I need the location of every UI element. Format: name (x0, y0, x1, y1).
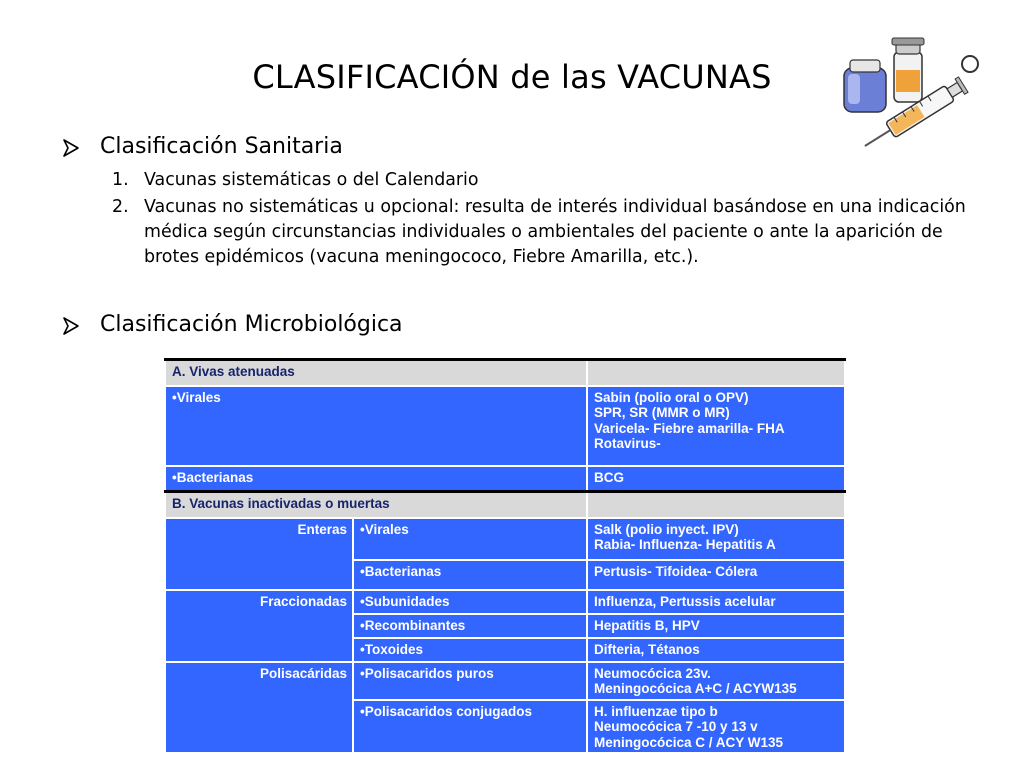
value-line: Meningocócica A+C / ACYW135 (594, 681, 797, 696)
row-values (587, 662, 845, 700)
slide-title: CLASIFICACIÓN de las VACUNAS (252, 58, 772, 96)
value-line: Difteria, Tétanos (594, 641, 700, 657)
value-line: H. influenzae tipo b (594, 703, 718, 719)
row-label: •Recombinantes (353, 614, 587, 638)
row-label: •Toxoides (353, 638, 587, 662)
row-values (587, 518, 845, 560)
value-line: Sabin (polio oral o OPV) (594, 389, 749, 405)
value-line: Neumocócica 23v. (594, 665, 711, 681)
list-item-text: Vacunas sistemáticas o del Calendario (144, 170, 479, 190)
row-values (587, 614, 845, 638)
value-line: Rotavirus- (594, 436, 661, 451)
vaccine-classification-table (164, 358, 846, 754)
bullet-heading: Clasificación Sanitaria (100, 134, 343, 159)
list-number: 1. (112, 170, 129, 190)
row-label: •Virales (353, 518, 587, 560)
row-values (587, 386, 845, 466)
section-header-b: B. Vacunas inactivadas o muertas (165, 492, 587, 518)
row-label: •Bacterianas (165, 466, 587, 492)
bullet-clasificacion-microbiologica (62, 312, 962, 342)
row-values (587, 590, 845, 614)
group-label: Enteras (165, 518, 353, 590)
list-item (108, 195, 978, 270)
section-header-b-empty (587, 492, 845, 518)
group-label: Fraccionadas (165, 590, 353, 662)
value-line: SPR, SR (MMR o MR) (594, 405, 730, 420)
row-label: •Polisacaridos puros (353, 662, 587, 700)
row-values (587, 466, 845, 492)
bullet-heading: Clasificación Microbiológica (100, 312, 403, 337)
group-label: Polisacáridas (165, 662, 353, 754)
value-line: Rabia- Influenza- Hepatitis A (594, 537, 776, 552)
row-label: •Polisacaridos conjugados (353, 700, 587, 754)
row-values (587, 560, 845, 590)
value-line: Pertusis- Tifoidea- Cólera (594, 563, 758, 579)
value-line: BCG (594, 469, 624, 485)
value-line: Neumocócica 7 -10 y 13 v (594, 719, 758, 734)
list-number: 2. (112, 197, 129, 217)
row-values (587, 638, 845, 662)
value-line: Hepatitis B, HPV (594, 617, 700, 633)
value-line: Varicela- Fiebre amarilla- FHA (594, 420, 785, 436)
section-header-a-empty (587, 360, 845, 386)
value-line: Meningocócica C / ACY W135 (594, 734, 784, 750)
sanitaria-list (108, 168, 978, 272)
row-label: •Virales (165, 386, 587, 466)
value-line: Influenza, Pertussis acelular (594, 593, 776, 609)
row-label: •Subunidades (353, 590, 587, 614)
bullet-clasificacion-sanitaria (62, 134, 962, 164)
row-values (587, 700, 845, 754)
list-item-text: Vacunas no sistemáticas u opcional: resulta de interés individual basándose en una indicación médica según circunstancias individuales o ambientales del paciente o ante la aparición de brotes epidémicos (vacuna meningococo, Fiebre Amarilla, etc.). (144, 197, 966, 267)
list-item (108, 168, 978, 193)
section-header-a: A. Vivas atenuadas (165, 360, 587, 386)
arrow-bullet-icon (62, 316, 80, 336)
row-label: •Bacterianas (353, 560, 587, 590)
arrow-bullet-icon (62, 138, 80, 158)
value-line: Salk (polio inyect. IPV) (594, 521, 739, 537)
